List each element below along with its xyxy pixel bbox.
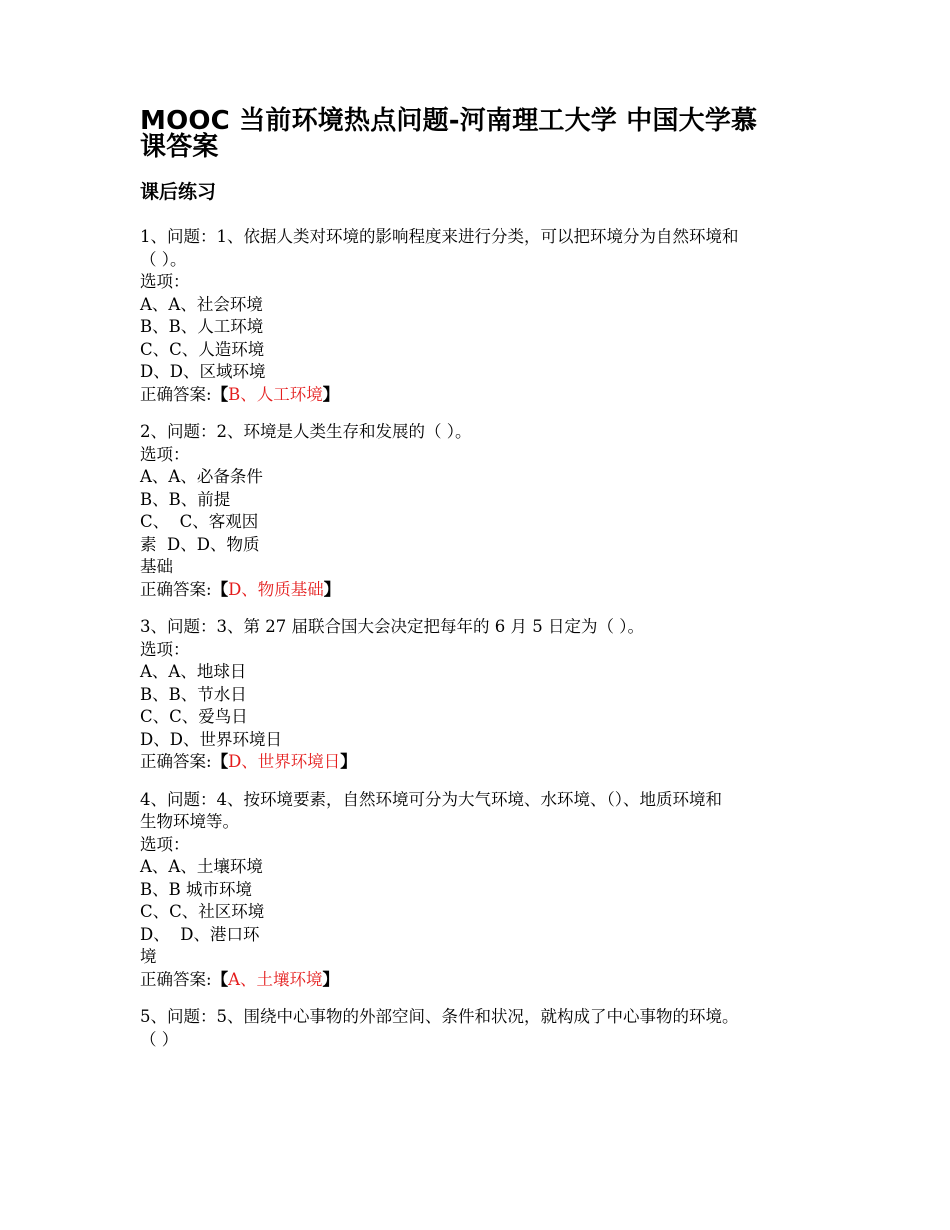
answer-bracket-open: 【 (211, 969, 229, 989)
option-d-continued: 基础 (140, 557, 173, 576)
question-1 (140, 226, 820, 406)
option-b: B、B、人工环境 (140, 317, 264, 336)
correct-answer (140, 579, 820, 602)
document-title-line-1: MOOC 当前环境热点问题-河南理工大学 中国大学慕 (140, 106, 758, 136)
option-b: B、B 城市环境 (140, 879, 252, 899)
options-label: 选项： (140, 444, 190, 464)
options-label: 选项： (140, 639, 190, 659)
options-label: 选项： (140, 272, 190, 291)
document-page (140, 108, 820, 1066)
option-d: D、 D、港口环 (140, 924, 260, 944)
document-title (140, 108, 820, 160)
option-c: C、C、社区环境 (140, 902, 265, 921)
option-b: B、B、前提 (140, 489, 231, 509)
option-b: B、B、节水日 (140, 684, 247, 704)
option-a: A、A、地球日 (140, 662, 247, 681)
question-text: 5、问题：5、围绕中心事物的外部空间、条件和状况，就构成了中心事物的环境。 (140, 1007, 739, 1026)
answer-label: 正确答案: (140, 752, 212, 771)
section-title: 课后练习 (140, 181, 217, 203)
answer-value: D、物质基础 (228, 579, 324, 599)
options-label: 选项： (140, 834, 190, 854)
answer-bracket-close: 】 (340, 752, 357, 771)
correct-answer (140, 751, 820, 774)
option-a: A、A、社会环境 (140, 294, 263, 314)
option-d-continued: 境 (140, 947, 157, 966)
question-4 (140, 789, 820, 992)
question-2 (140, 421, 820, 601)
option-c: C、 C、客观因 (140, 512, 259, 531)
answer-bracket-close: 】 (322, 969, 339, 989)
question-text: 4、问题：4、按环境要素，自然环境可分为大气环境、水环境、（）、地质环境和 (140, 789, 722, 809)
document-title-line-2: 课答案 (140, 132, 219, 162)
option-c: C、C、爱鸟日 (140, 707, 248, 726)
option-a: A、A、土壤环境 (140, 857, 263, 876)
question-5 (140, 1006, 820, 1051)
answer-bracket-open: 【 (211, 384, 229, 404)
answer-value: A、土壤环境 (228, 969, 323, 989)
question-text-continued: （ ） (140, 1029, 179, 1049)
answer-bracket-close: 】 (322, 384, 340, 404)
option-a: A、A、必备条件 (140, 467, 263, 486)
question-text-continued: （ ）。 (140, 249, 187, 269)
question-text: 2、问题：2、环境是人类生存和发展的（ ）。 (140, 422, 472, 441)
correct-answer (140, 969, 820, 992)
answer-bracket-open: 【 (211, 579, 229, 599)
option-d: D、D、世界环境日 (140, 729, 282, 749)
question-text-continued: 生物环境等。 (140, 812, 239, 831)
question-text: 3、问题：3、第 27 届联合国大会决定把每年的 6 月 5 日定为（ ）。 (140, 617, 644, 636)
answer-label: 正确答案: (140, 969, 212, 989)
option-c: C、C、人造环境 (140, 339, 265, 359)
answer-bracket-open: 【 (211, 752, 229, 771)
question-text: 1、问题：1、依据人类对环境的影响程度来进行分类，可以把环境分为自然环境和 (140, 227, 739, 246)
option-d: 素 D、D、物质 (140, 534, 260, 554)
option-d: D、D、区域环境 (140, 362, 266, 381)
answer-value: D、世界环境日 (228, 752, 341, 771)
answer-label: 正确答案: (140, 579, 212, 599)
answer-value: B、人工环境 (228, 384, 323, 404)
question-3 (140, 616, 820, 774)
answer-bracket-close: 】 (323, 579, 341, 599)
answer-label: 正确答案: (140, 384, 212, 404)
correct-answer (140, 384, 820, 407)
